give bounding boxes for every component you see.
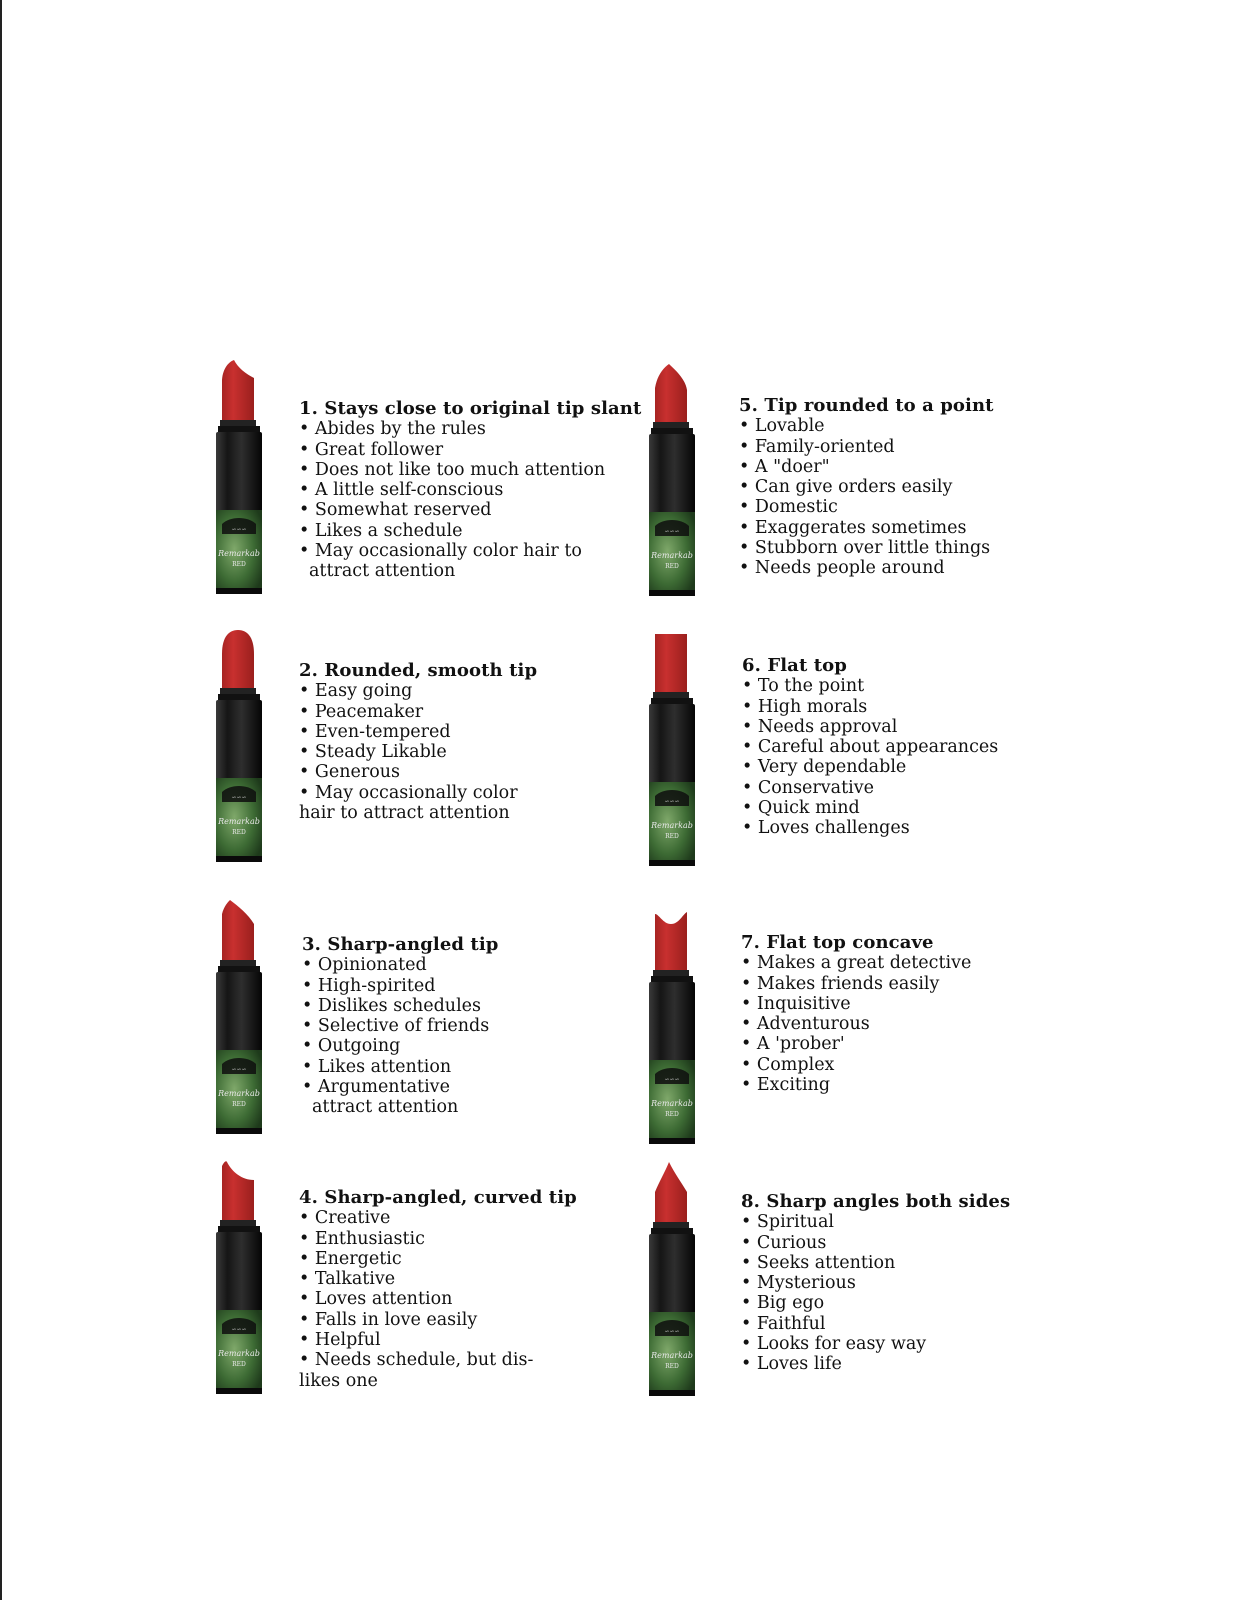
trait-item: • High-spirited — [302, 975, 436, 996]
trait-list — [741, 1212, 1010, 1374]
svg-text:RED: RED — [232, 829, 246, 836]
trait-item: • Even-tempered — [299, 721, 451, 742]
lipstick-slant-tip-image — [212, 360, 268, 598]
trait-item: • Quick mind — [742, 798, 860, 819]
trait-list — [299, 419, 641, 581]
trait-item: • Lovable — [739, 416, 825, 437]
trait-item: • Faithful — [741, 1313, 826, 1334]
trait-item: • Helpful — [299, 1330, 381, 1351]
trait-item: • Outgoing — [302, 1036, 401, 1057]
trait-item: • To the point — [742, 676, 865, 697]
trait-item: • Creative — [299, 1208, 391, 1229]
trait-item: • Argumentative — [302, 1077, 450, 1098]
lipstick-svg — [212, 360, 268, 598]
entry-title: 4. Sharp-angled, curved tip — [299, 1187, 577, 1208]
trait-item: • Curious — [741, 1232, 827, 1253]
entry-title: 8. Sharp angles both sides — [741, 1191, 1011, 1212]
trait-list — [741, 953, 971, 1095]
svg-text:RED: RED — [232, 1361, 246, 1368]
trait-item: • Careful about appearances — [742, 737, 999, 758]
trait-item: • Likes a schedule — [299, 520, 463, 541]
svg-text:Remarkab: Remarkab — [218, 1089, 260, 1098]
trait-item: • Falls in love easily — [299, 1309, 478, 1330]
entry-title: 3. Sharp-angled tip — [302, 934, 499, 955]
trait-item: • Enthusiastic — [299, 1228, 425, 1249]
trait-item: • Family-oriented — [739, 436, 895, 457]
trait-item: • Conservative — [742, 777, 874, 798]
trait-item: • Mysterious — [741, 1273, 856, 1294]
entry-2 — [299, 661, 537, 823]
trait-item: • Generous — [299, 762, 401, 783]
svg-text:∽∽∽: ∽∽∽ — [664, 798, 680, 805]
svg-text:Remarkab: Remarkab — [218, 817, 260, 826]
lipstick-svg — [645, 362, 701, 600]
svg-text:Remarkab: Remarkab — [651, 1099, 693, 1108]
page-left-border — [0, 0, 2, 1600]
trait-item: • Loves challenges — [742, 818, 910, 839]
svg-text:Remarkab: Remarkab — [651, 1351, 693, 1360]
svg-text:∽∽∽: ∽∽∽ — [231, 1066, 247, 1073]
lipstick-svg — [212, 900, 268, 1138]
entry-title: 1. Stays close to original tip slant — [299, 398, 642, 419]
trait-item: • Loves life — [741, 1354, 842, 1375]
svg-text:∽∽∽: ∽∽∽ — [231, 794, 247, 801]
lipstick-curved-tip-image — [212, 1160, 268, 1398]
entry-1 — [299, 399, 641, 582]
trait-item: • Exaggerates sometimes — [739, 517, 967, 538]
entry-title: 6. Flat top — [742, 655, 847, 676]
svg-text:RED: RED — [665, 833, 679, 840]
trait-item: • Somewhat reserved — [299, 500, 492, 521]
svg-text:Remarkab: Remarkab — [651, 551, 693, 560]
svg-text:∽∽∽: ∽∽∽ — [664, 528, 680, 535]
trait-item: • Needs approval — [742, 716, 898, 737]
trait-item: • Very dependable — [742, 757, 907, 778]
trait-item: • Peacemaker — [299, 701, 424, 722]
trait-item: • Energetic — [299, 1248, 402, 1269]
trait-item: • Opinionated — [302, 955, 427, 976]
trait-item: • Great follower — [299, 439, 444, 460]
trait-item: attract attention — [309, 561, 456, 582]
lipstick-svg — [212, 628, 268, 866]
svg-text:Remarkab: Remarkab — [218, 1349, 260, 1358]
entry-title: 2. Rounded, smooth tip — [299, 660, 538, 681]
svg-text:RED: RED — [665, 1363, 679, 1370]
trait-item: hair to attract attention — [299, 803, 510, 824]
trait-item: • Stubborn over little things — [739, 538, 991, 559]
entry-8 — [741, 1192, 1010, 1375]
trait-item: • Loves attention — [299, 1289, 453, 1310]
trait-list — [299, 1208, 577, 1391]
trait-item: • Steady Likable — [299, 742, 447, 763]
entry-3 — [302, 935, 498, 1118]
trait-item: • Talkative — [299, 1269, 396, 1290]
trait-item: • A 'prober' — [741, 1034, 845, 1055]
lipstick-sharp-tip-image — [212, 900, 268, 1138]
trait-list — [299, 681, 537, 823]
trait-item: likes one — [299, 1370, 378, 1391]
trait-item: • Adventurous — [741, 1014, 870, 1035]
lipstick-flat-top-image — [645, 632, 701, 870]
svg-text:RED: RED — [232, 1101, 246, 1108]
trait-item: • Exciting — [741, 1075, 831, 1096]
trait-item: • Likes attention — [302, 1056, 452, 1077]
lipstick-concave-top-image — [645, 910, 701, 1148]
svg-text:RED: RED — [665, 1111, 679, 1118]
trait-item: • Looks for easy way — [741, 1334, 927, 1355]
trait-item: • Needs people around — [739, 558, 945, 579]
trait-item: • Dislikes schedules — [302, 995, 482, 1016]
svg-text:∽∽∽: ∽∽∽ — [231, 1326, 247, 1333]
trait-item: • Selective of friends — [302, 1016, 490, 1037]
trait-list — [739, 416, 994, 578]
lipstick-svg — [645, 632, 701, 870]
trait-item: • Makes a great detective — [741, 953, 972, 974]
svg-text:RED: RED — [232, 561, 246, 568]
trait-item: • Easy going — [299, 681, 413, 702]
lipstick-double-angled-tip-image — [645, 1162, 701, 1400]
trait-item: • A little self-conscious — [299, 480, 504, 501]
trait-list — [302, 955, 498, 1117]
trait-item: • May occasionally color — [299, 782, 518, 803]
trait-item: • Inquisitive — [741, 993, 851, 1014]
entry-title: 7. Flat top concave — [741, 932, 934, 953]
trait-item: • May occasionally color hair to — [299, 541, 582, 562]
lipstick-pointed-tip-image — [645, 362, 701, 600]
trait-list — [742, 676, 998, 838]
trait-item: • A "doer" — [739, 456, 830, 477]
trait-item: • Abides by the rules — [299, 419, 486, 440]
entry-title: 5. Tip rounded to a point — [739, 395, 994, 416]
svg-text:Remarkab: Remarkab — [218, 549, 260, 558]
trait-item: • High morals — [742, 696, 868, 717]
entry-6 — [742, 656, 998, 839]
trait-item: attract attention — [312, 1097, 459, 1118]
trait-item: • Needs schedule, but dis- — [299, 1350, 534, 1371]
lipstick-svg — [645, 910, 701, 1148]
svg-text:∽∽∽: ∽∽∽ — [664, 1328, 680, 1335]
trait-item: • Complex — [741, 1054, 835, 1075]
svg-text:∽∽∽: ∽∽∽ — [664, 1076, 680, 1083]
lipstick-svg — [645, 1162, 701, 1400]
trait-item: • Domestic — [739, 497, 838, 518]
lipstick-rounded-tip-image — [212, 628, 268, 866]
svg-text:∽∽∽: ∽∽∽ — [231, 526, 247, 533]
trait-item: • Does not like too much attention — [299, 459, 606, 480]
trait-item: • Seeks attention — [741, 1252, 896, 1273]
entry-4 — [299, 1188, 577, 1391]
trait-item: • Can give orders easily — [739, 477, 953, 498]
entry-7 — [741, 933, 971, 1095]
svg-text:Remarkab: Remarkab — [651, 821, 693, 830]
lipstick-svg — [212, 1160, 268, 1398]
trait-item: • Makes friends easily — [741, 973, 940, 994]
trait-item: • Big ego — [741, 1293, 825, 1314]
svg-text:RED: RED — [665, 563, 679, 570]
entry-5 — [739, 396, 994, 579]
trait-item: • Spiritual — [741, 1212, 834, 1233]
